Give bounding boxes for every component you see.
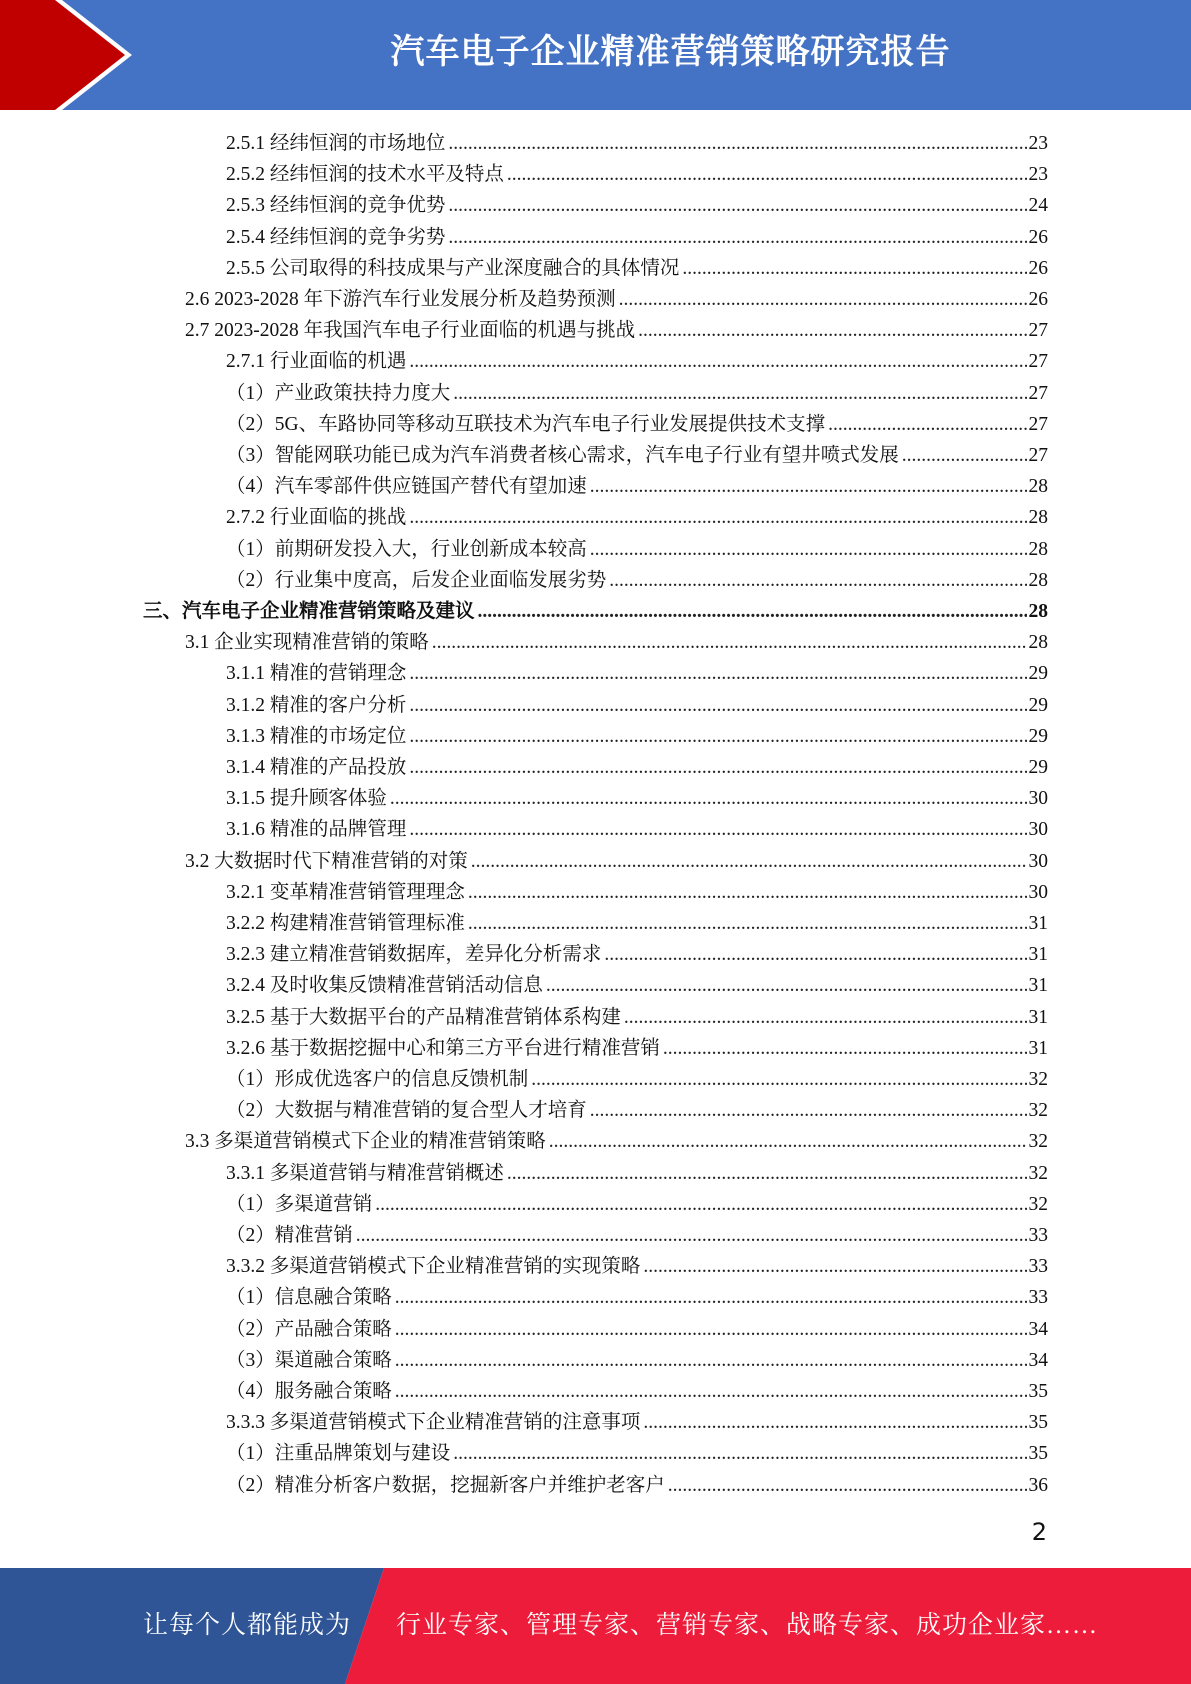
toc-dot-leader <box>448 190 1026 221</box>
toc-entry-page: 33 <box>1028 1287 1048 1309</box>
toc-entry-page: 26 <box>1028 226 1048 248</box>
toc-entry-title: 3.3.3 多渠道营销模式下企业精准营销的注意事项 <box>226 1412 641 1434</box>
toc-entry-page: 30 <box>1028 850 1048 872</box>
toc-dot-leader <box>409 502 1026 533</box>
toc-entry-page: 33 <box>1028 1225 1048 1246</box>
toc-entry-page: 31 <box>1028 1037 1048 1059</box>
toc-entry[interactable] <box>185 315 1048 346</box>
toc-entry-page: 32 <box>1028 1100 1048 1122</box>
toc-entry-title: 3.1.5 提升顾客体验 <box>226 788 387 810</box>
toc-dot-leader <box>507 1158 1027 1189</box>
toc-entry-title: （2）精准营销 <box>226 1225 353 1246</box>
toc-dot-leader <box>468 877 1027 908</box>
toc-dot-leader <box>409 721 1026 752</box>
toc-entry-page: 32 <box>1028 1131 1048 1153</box>
toc-dot-leader <box>507 159 1027 190</box>
toc-entry-page: 32 <box>1028 1069 1048 1090</box>
toc-entry-page: 28 <box>1028 569 1048 591</box>
toc-entry-page: 27 <box>1028 445 1048 466</box>
toc-entry-page: 27 <box>1028 351 1048 373</box>
toc-dot-leader <box>448 222 1026 253</box>
toc-entry[interactable] <box>226 440 1048 471</box>
toc-entry-title: 3.2.4 及时收集反馈精准营销活动信息 <box>226 975 543 997</box>
toc-entry-title: （2）产品融合策略 <box>226 1318 392 1340</box>
toc-entry-title: （1）前期研发投入大，行业创新成本较高 <box>226 538 587 560</box>
toc-dot-leader <box>453 378 1026 409</box>
toc-entry-title: 2.5.3 经纬恒润的竞争优势 <box>226 195 446 217</box>
toc-entry-title: 三、汽车电子企业精准营销策略及建议 <box>143 601 475 622</box>
toc-entry-page: 29 <box>1028 663 1048 685</box>
toc-dot-leader <box>624 1002 1027 1033</box>
toc-entry[interactable] <box>226 346 1048 377</box>
toc-entry[interactable] <box>226 471 1048 502</box>
toc-entry[interactable] <box>226 752 1048 783</box>
toc-dot-leader <box>453 1438 1026 1469</box>
toc-entry[interactable] <box>226 1407 1048 1438</box>
toc-dot-leader <box>531 1064 1026 1095</box>
toc-entry-page: 31 <box>1028 944 1048 966</box>
page-footer <box>0 1568 1191 1684</box>
toc-entry-title: 3.2.2 构建精准营销管理标准 <box>226 913 465 934</box>
toc-entry-page: 26 <box>1028 289 1048 310</box>
toc-entry-page: 31 <box>1028 913 1048 934</box>
toc-entry[interactable] <box>226 1064 1048 1095</box>
toc-entry[interactable] <box>226 190 1048 221</box>
toc-dot-leader <box>395 1345 1027 1376</box>
toc-entry-title: 2.7.2 行业面临的挑战 <box>226 507 407 529</box>
toc-dot-leader <box>471 846 1027 877</box>
toc-entry[interactable] <box>226 409 1048 440</box>
toc-entry[interactable] <box>226 253 1048 284</box>
toc-entry[interactable] <box>226 1189 1048 1220</box>
toc-entry-page: 30 <box>1028 819 1048 841</box>
toc-entry-page: 34 <box>1028 1349 1048 1371</box>
toc-entry-title: （3）智能网联功能已成为汽车消费者核心需求，汽车电子行业有望井喷式发展 <box>226 445 899 466</box>
toc-entry-title: 3.1.2 精准的客户分析 <box>226 694 407 716</box>
toc-entry[interactable] <box>185 284 1048 315</box>
toc-dot-leader <box>663 1033 1027 1064</box>
toc-entry-page: 26 <box>1028 257 1048 279</box>
page-number: 2 <box>1031 1518 1047 1546</box>
toc-entry-title: （3）渠道融合策略 <box>226 1349 392 1371</box>
toc-dot-leader <box>546 970 1027 1001</box>
toc-entry[interactable] <box>226 128 1048 159</box>
toc-entry[interactable] <box>226 222 1048 253</box>
toc-entry-title: （1）注重品牌策划与建设 <box>226 1443 451 1465</box>
toc-entry[interactable] <box>185 846 1048 877</box>
toc-entry-title: 3.3.2 多渠道营销模式下企业精准营销的实现策略 <box>226 1256 641 1278</box>
toc-entry-title: （1）信息融合策略 <box>226 1287 392 1309</box>
toc-entry[interactable] <box>226 1314 1048 1345</box>
header-arrow-icon <box>0 0 160 110</box>
toc-entry-page: 29 <box>1028 757 1048 778</box>
toc-dot-leader <box>590 1095 1027 1126</box>
toc-entry-title: 2.5.1 经纬恒润的市场地位 <box>226 133 446 154</box>
toc-entry-title: 3.2.6 基于数据挖掘中心和第三方平台进行精准营销 <box>226 1037 660 1059</box>
toc-dot-leader <box>590 534 1027 565</box>
toc-entry-title: 3.1.6 精准的品牌管理 <box>226 819 407 841</box>
toc-dot-leader <box>609 565 1026 596</box>
toc-entry[interactable] <box>226 378 1048 409</box>
toc-entry[interactable] <box>226 877 1048 908</box>
toc-dot-leader <box>409 752 1026 783</box>
toc-entry[interactable] <box>226 1438 1048 1469</box>
toc-entry[interactable] <box>185 627 1048 658</box>
toc-entry[interactable] <box>226 970 1048 1001</box>
toc-dot-leader <box>478 596 1027 627</box>
toc-entry[interactable] <box>226 1033 1048 1064</box>
toc-entry-title: （2）大数据与精准营销的复合型人才培育 <box>226 1100 587 1122</box>
toc-entry-title: （2）行业集中度高，后发企业面临发展劣势 <box>226 569 607 591</box>
toc-dot-leader <box>590 471 1027 502</box>
toc-dot-leader <box>409 658 1026 689</box>
toc-entry[interactable] <box>226 565 1048 596</box>
toc-entry-page: 23 <box>1028 164 1048 186</box>
toc-dot-leader <box>902 440 1027 471</box>
toc-entry-title: 3.1.1 精准的营销理念 <box>226 663 407 685</box>
toc-entry-page: 29 <box>1028 725 1048 747</box>
toc-entry[interactable] <box>226 908 1048 939</box>
toc-dot-leader <box>828 409 1026 440</box>
toc-entry[interactable] <box>226 1002 1048 1033</box>
toc-entry-page: 31 <box>1028 1006 1048 1028</box>
toc-dot-leader <box>390 783 1027 814</box>
toc-entry[interactable] <box>226 658 1048 689</box>
toc-entry-title: （4）服务融合策略 <box>226 1381 392 1402</box>
toc-entry-page: 29 <box>1028 694 1048 716</box>
toc-entry-page: 28 <box>1028 476 1048 498</box>
toc-entry[interactable] <box>226 1158 1048 1189</box>
toc-entry[interactable] <box>143 596 1048 627</box>
toc-entry-title: （1）形成优选客户的信息反馈机制 <box>226 1069 529 1090</box>
toc-dot-leader <box>638 315 1026 346</box>
toc-entry-page: 30 <box>1028 881 1048 903</box>
report-title: 汽车电子企业精准营销策略研究报告 <box>390 32 951 72</box>
toc-entry-page: 30 <box>1028 788 1048 810</box>
toc-entry[interactable] <box>226 783 1048 814</box>
toc-entry-title: 3.2.5 基于大数据平台的产品精准营销体系构建 <box>226 1006 621 1028</box>
toc-entry[interactable] <box>226 1345 1048 1376</box>
toc-entry-page: 32 <box>1028 1193 1048 1215</box>
page-header <box>0 0 1191 110</box>
toc-entry-page: 31 <box>1028 975 1048 997</box>
toc-entry-page: 23 <box>1028 133 1048 154</box>
toc-dot-leader <box>356 1220 1027 1251</box>
toc-entry-title: 3.3.1 多渠道营销与精准营销概述 <box>226 1162 504 1184</box>
toc-dot-leader <box>395 1314 1027 1345</box>
toc-entry-title: 3.1 企业实现精准营销的策略 <box>185 632 429 654</box>
toc-entry-title: 2.7 2023-2028 年我国汽车电子行业面临的机遇与挑战 <box>185 320 636 342</box>
toc-entry-page: 35 <box>1028 1443 1048 1465</box>
toc-entry-page: 28 <box>1028 601 1048 622</box>
toc-entry-title: （2）精准分析客户数据，挖掘新客户并维护老客户 <box>226 1474 665 1496</box>
footer-slogan-right: 行业专家、管理专家、营销专家、战略专家、成功企业家…… <box>396 1612 1099 1639</box>
toc-entry-page: 35 <box>1028 1412 1048 1434</box>
toc-dot-leader <box>682 253 1026 284</box>
footer-slogan-left: 让每个人都能成为 <box>143 1612 352 1639</box>
toc-entry-page: 24 <box>1028 195 1048 217</box>
toc-entry-page: 27 <box>1028 413 1048 435</box>
toc-dot-leader <box>549 1126 1027 1157</box>
toc-entry-title: 3.2.1 变革精准营销管理理念 <box>226 881 465 903</box>
toc-dot-leader <box>395 1282 1027 1313</box>
toc-entry[interactable] <box>226 939 1048 970</box>
toc-entry-page: 33 <box>1028 1256 1048 1278</box>
toc-dot-leader <box>668 1470 1027 1501</box>
toc-entry[interactable] <box>226 721 1048 752</box>
toc-entry[interactable] <box>185 1126 1048 1157</box>
toc-entry-title: 3.2.3 建立精准营销数据库，差异化分析需求 <box>226 944 602 966</box>
toc-entry-title: 2.5.4 经纬恒润的竞争劣势 <box>226 226 446 248</box>
toc-entry-page: 32 <box>1028 1162 1048 1184</box>
toc-entry-title: 2.5.2 经纬恒润的技术水平及特点 <box>226 164 504 186</box>
toc-entry[interactable] <box>226 502 1048 533</box>
toc-entry-page: 35 <box>1028 1381 1048 1402</box>
toc-entry[interactable] <box>226 1470 1048 1501</box>
toc-entry-title: （1）多渠道营销 <box>226 1193 373 1215</box>
toc-entry-page: 28 <box>1028 538 1048 560</box>
toc-dot-leader <box>375 1189 1026 1220</box>
toc-entry[interactable] <box>226 159 1048 190</box>
toc-dot-leader <box>619 284 1027 315</box>
toc-dot-leader <box>448 128 1026 159</box>
toc-dot-leader <box>409 346 1026 377</box>
toc-entry[interactable] <box>226 1095 1048 1126</box>
toc-entry[interactable] <box>226 690 1048 721</box>
toc-entry-title: （2）5G、车路协同等移动互联技术为汽车电子行业发展提供技术支撑 <box>226 413 826 435</box>
toc-entry-page: 27 <box>1028 320 1048 342</box>
toc-dot-leader <box>395 1376 1027 1407</box>
toc-entry[interactable] <box>226 1220 1048 1251</box>
toc-entry[interactable] <box>226 1251 1048 1282</box>
toc-dot-leader <box>468 908 1027 939</box>
toc-entry-title: 3.3 多渠道营销模式下企业的精准营销策略 <box>185 1131 546 1153</box>
toc-entry-title: （1）产业政策扶持力度大 <box>226 382 451 404</box>
toc-entry-title: 2.6 2023-2028 年下游汽车行业发展分析及趋势预测 <box>185 289 616 310</box>
toc-dot-leader <box>604 939 1026 970</box>
toc-entry-title: （4）汽车零部件供应链国产替代有望加速 <box>226 476 587 498</box>
toc-entry[interactable] <box>226 1282 1048 1313</box>
toc-entry-title: 3.2 大数据时代下精准营销的对策 <box>185 850 468 872</box>
toc-entry-page: 28 <box>1028 507 1048 529</box>
toc-dot-leader <box>643 1407 1026 1438</box>
toc-entry[interactable] <box>226 1376 1048 1407</box>
toc-entry-page: 28 <box>1028 632 1048 654</box>
toc-entry-title: 3.1.3 精准的市场定位 <box>226 725 407 747</box>
toc-entry[interactable] <box>226 534 1048 565</box>
toc-dot-leader <box>643 1251 1026 1282</box>
toc-dot-leader <box>409 814 1026 845</box>
toc-dot-leader <box>409 690 1026 721</box>
toc-entry[interactable] <box>226 814 1048 845</box>
toc-entry-page: 36 <box>1028 1474 1048 1496</box>
toc-entry-title: 2.7.1 行业面临的机遇 <box>226 351 407 373</box>
toc-dot-leader <box>432 627 1027 658</box>
toc-entry-title: 2.5.5 公司取得的科技成果与产业深度融合的具体情况 <box>226 257 680 279</box>
toc-entry-title: 3.1.4 精准的产品投放 <box>226 757 407 778</box>
toc-entry-page: 27 <box>1028 382 1048 404</box>
toc-entry-page: 34 <box>1028 1318 1048 1340</box>
